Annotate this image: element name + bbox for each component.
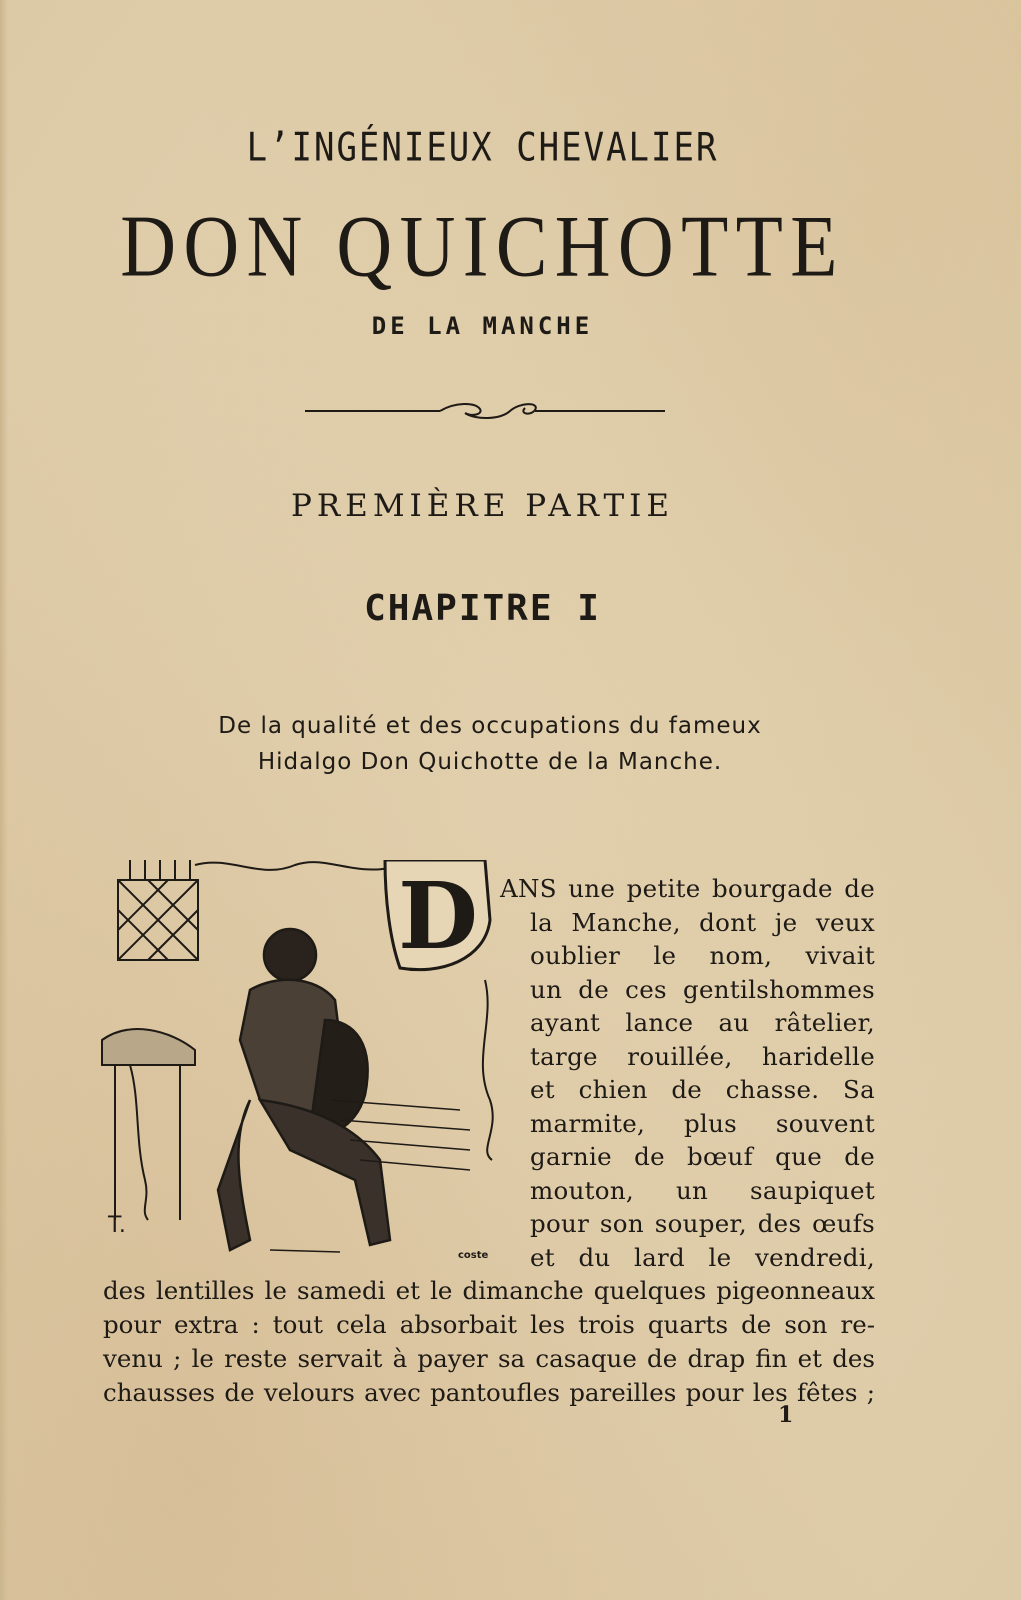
full-width-paragraph [103, 1274, 875, 1410]
text-line: et du lard le vendredi, [530, 1242, 875, 1272]
text-line: des lentilles le samedi et le dimanche quelques pigeonneaux [103, 1276, 875, 1305]
title-subtitle: DE LA MANCHE [371, 312, 594, 340]
text-line: ANS une petite bourgade de [500, 874, 875, 903]
reading-man [218, 929, 390, 1250]
illustration-credit: coste [458, 1250, 489, 1261]
text-line: mouton, un saupiquet [530, 1175, 875, 1205]
text-line: marmite, plus souvent [530, 1108, 875, 1138]
drop-cap-illustration [100, 860, 500, 1280]
illustration-signature: T. [108, 1213, 126, 1238]
drop-cap-letter: D [398, 862, 478, 970]
page-number: 1 [778, 1402, 794, 1428]
title-small: L’INGÉNIEUX CHEVALIER [246, 125, 719, 171]
chapter-subtitle-line: De la qualité et des occupations du fameux [218, 713, 762, 739]
text-line: targe rouillée, haridelle [530, 1041, 875, 1071]
chapter-title: CHAPITRE I [364, 588, 601, 629]
text-line: venu ; le reste servait à payer sa casaque de drap fin et des [103, 1344, 875, 1373]
text-line: et chien de chasse. Sa [530, 1075, 875, 1104]
text-line: garnie de bœuf que de [530, 1142, 875, 1171]
text-line: la Manche, dont je veux [530, 907, 875, 937]
chapter-subtitle-line: Hidalgo Don Quichotte de la Manche. [257, 749, 723, 775]
page-edge [0, 0, 8, 1600]
table [102, 1029, 195, 1220]
text-line: pour son souper, des œufs [530, 1209, 875, 1238]
ornament-divider [305, 400, 675, 422]
drop-cap-shield [385, 860, 490, 970]
wrapped-paragraph [500, 872, 875, 1274]
part-title: PREMIÈRE PARTIE [290, 488, 675, 524]
vine-border [195, 862, 390, 870]
window-lattice [118, 860, 198, 960]
text-line: un de ces gentilshommes [530, 974, 875, 1004]
chapter-subtitle [100, 708, 880, 780]
text-line: ayant lance au râtelier, [530, 1008, 875, 1037]
text-line: pour extra : tout cela absorbait les trois quarts de son re- [103, 1310, 875, 1339]
text-line: chausses de velours avec pantoufles pareilles pour les fêtes ; [103, 1378, 875, 1407]
book-title: DON QUICHOTTE [120, 197, 845, 296]
text-line: oublier le nom, vivait [530, 941, 875, 970]
